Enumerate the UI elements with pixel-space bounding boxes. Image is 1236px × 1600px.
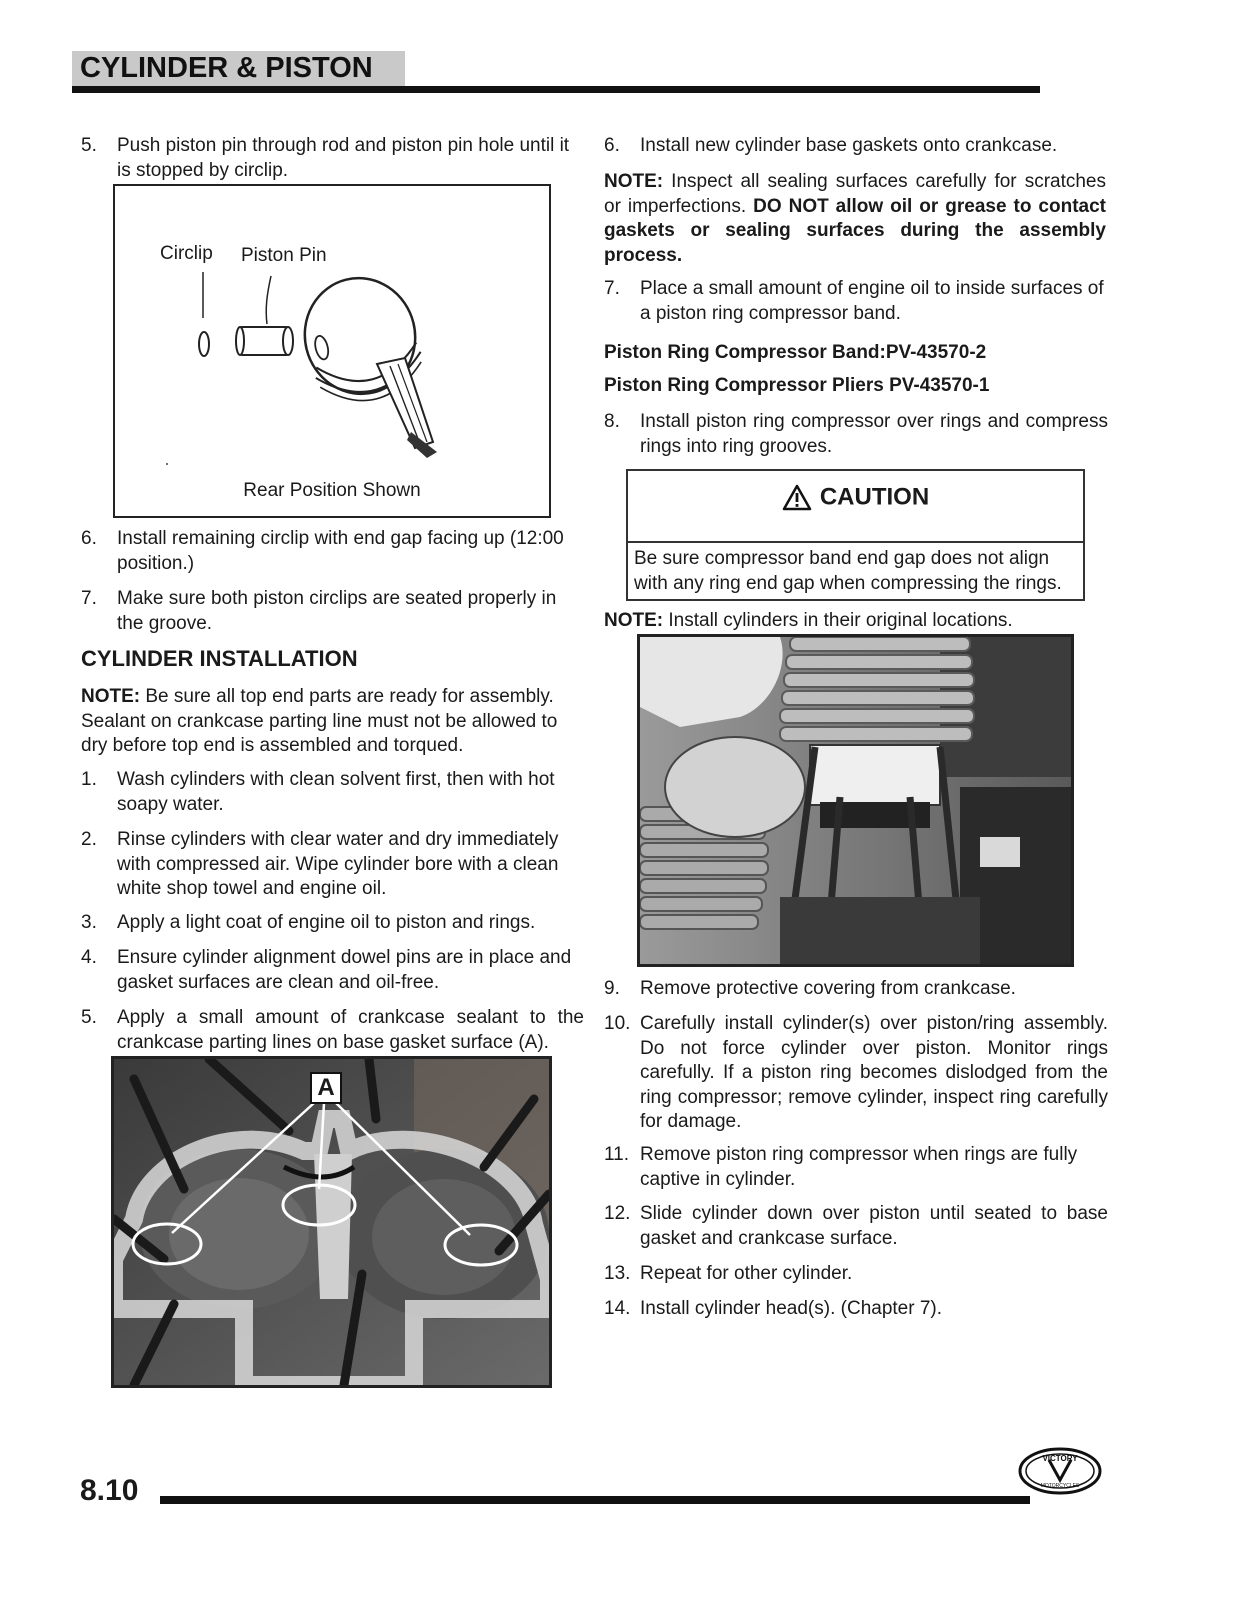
step-number: 14.: [604, 1298, 631, 1319]
caution-text: Be sure compressor band end gap does not align with any ring end gap when compressing the rings.: [634, 548, 1062, 594]
figure-caption: Rear Position Shown: [243, 480, 421, 501]
step-text: Make sure both piston circlips are seated properly in the groove.: [117, 588, 557, 634]
note-text: Inspect all sealing surfaces carefully for scratches or imperfections.: [604, 171, 1106, 217]
logo-bottom-text: MOTORCYCLES: [1040, 1483, 1080, 1489]
crankcase-photo-illustration: [114, 1059, 549, 1385]
step-number: 7.: [604, 278, 620, 299]
step-7-check-circlips: [81, 587, 584, 637]
warning-triangle-icon: [782, 484, 812, 511]
step-text: Install cylinder head(s). (Chapter 7).: [640, 1298, 943, 1319]
piston-pin-figure: [113, 184, 551, 518]
logo-top-text: VICTORY: [1042, 1454, 1078, 1463]
victory-logo-icon: [1017, 1446, 1103, 1496]
note-top-end-parts: [81, 685, 581, 759]
note-warning-text: DO NOT allow oil or grease to contact gaskets or sealing surfaces during the assembly process.: [604, 195, 1106, 266]
step-number: 1.: [81, 769, 97, 790]
step-number: 12.: [604, 1203, 631, 1224]
step-text: Remove piston ring compressor when rings are fully captive in cylinder.: [640, 1144, 1078, 1190]
step-number: 6.: [604, 135, 620, 156]
step-text: Install remaining circlip with end gap facing up (12:00 position.): [117, 528, 564, 574]
step-number: 2.: [81, 829, 97, 850]
step-number: 9.: [604, 978, 620, 999]
step-text: Install new cylinder base gaskets onto crankcase.: [640, 135, 1058, 156]
step-text: Ensure cylinder alignment dowel pins are in place and gasket surfaces are clean and oil-free.: [117, 947, 572, 993]
step-number: 5.: [81, 1007, 97, 1028]
cylinder-installation-photo: [637, 634, 1074, 967]
step-text: Repeat for other cylinder.: [640, 1263, 853, 1284]
tool-compressor-pliers: Piston Ring Compressor Pliers PV-43570-1: [604, 375, 990, 396]
page-number: 8.10: [80, 1474, 139, 1507]
step-number: 13.: [604, 1263, 631, 1284]
step-text: Apply a light coat of engine oil to piston and rings.: [117, 912, 536, 933]
install-step-5: [81, 1006, 584, 1056]
note-sealing-surfaces: [604, 170, 1106, 268]
caution-heading: [628, 483, 1083, 512]
cylinder-photo-illustration: [640, 637, 1071, 964]
step-number: 5.: [81, 135, 97, 156]
step-text: Remove protective covering from crankcase.: [640, 978, 1016, 999]
tool-compressor-band: Piston Ring Compressor Band:PV-43570-2: [604, 342, 987, 363]
note-text: Install cylinders in their original locations.: [663, 610, 1013, 631]
step-text: Rinse cylinders with clear water and dry immediately with compressed air. Wipe cylinder bore with a clean white shop towel and engine oil.: [117, 829, 559, 899]
step-12-slide-cylinder: [604, 1202, 1108, 1252]
step-11-remove-compressor: [604, 1143, 1108, 1193]
step-text: Push piston pin through rod and piston pin hole until it is stopped by circlip.: [117, 135, 570, 181]
note-label: NOTE:: [604, 610, 664, 631]
step-number: 3.: [81, 912, 97, 933]
install-step-4: [81, 946, 584, 996]
circlip-label: Circlip: [160, 243, 213, 264]
note-label: NOTE:: [604, 171, 664, 192]
piston-pin-label: Piston Pin: [241, 245, 327, 266]
footer-rule: [160, 1496, 1030, 1504]
note-label: NOTE:: [81, 686, 141, 707]
piston-diagram-illustration: [115, 186, 549, 516]
caution-divider: [628, 541, 1083, 543]
step-text: Place a small amount of engine oil to inside surfaces of a piston ring compressor band.: [640, 278, 1104, 324]
section-title-cylinder-installation: CYLINDER INSTALLATION: [81, 646, 358, 671]
step-text: Apply a small amount of crankcase sealant to the crankcase parting lines on base gasket surface (A).: [117, 1007, 584, 1053]
step-text: Slide cylinder down over piston until seated to base gasket and crankcase surface.: [640, 1203, 1108, 1249]
step-text: Wash cylinders with clean solvent first, then with hot soapy water.: [117, 769, 555, 815]
page-title: CYLINDER & PISTON: [80, 52, 373, 84]
step-number: 6.: [81, 528, 97, 549]
note-original-locations: [604, 609, 1108, 634]
step-text: Carefully install cylinder(s) over piston/ring assembly. Do not force cylinder over piston. Monitor rings carefully. If a piston ring becomes dislodged from the ring compressor; remove cylinder, inspect ring carefully for damage.: [640, 1013, 1108, 1132]
step-number: 10.: [604, 1013, 631, 1034]
step-number: 8.: [604, 411, 620, 432]
step-text: Install piston ring compressor over rings and compress rings into ring grooves.: [640, 411, 1108, 457]
install-step-2: [81, 828, 584, 902]
crankcase-sealant-photo: [111, 1056, 552, 1388]
step-number: 4.: [81, 947, 97, 968]
caution-title: CAUTION: [819, 483, 930, 511]
note-text: Be sure all top end parts are ready for assembly. Sealant on crankcase parting line must not be allowed to dry before top end is assembled and torqued.: [81, 686, 558, 756]
caution-box: [626, 469, 1085, 601]
step-number: 7.: [81, 588, 97, 609]
callout-label-a: A: [317, 1074, 335, 1101]
step-10-install-cylinders: [604, 1012, 1108, 1134]
step-6-install-circlip: [81, 527, 584, 577]
install-step-1: [81, 768, 584, 818]
header-rule: [72, 86, 1040, 93]
step-number: 11.: [604, 1144, 630, 1165]
